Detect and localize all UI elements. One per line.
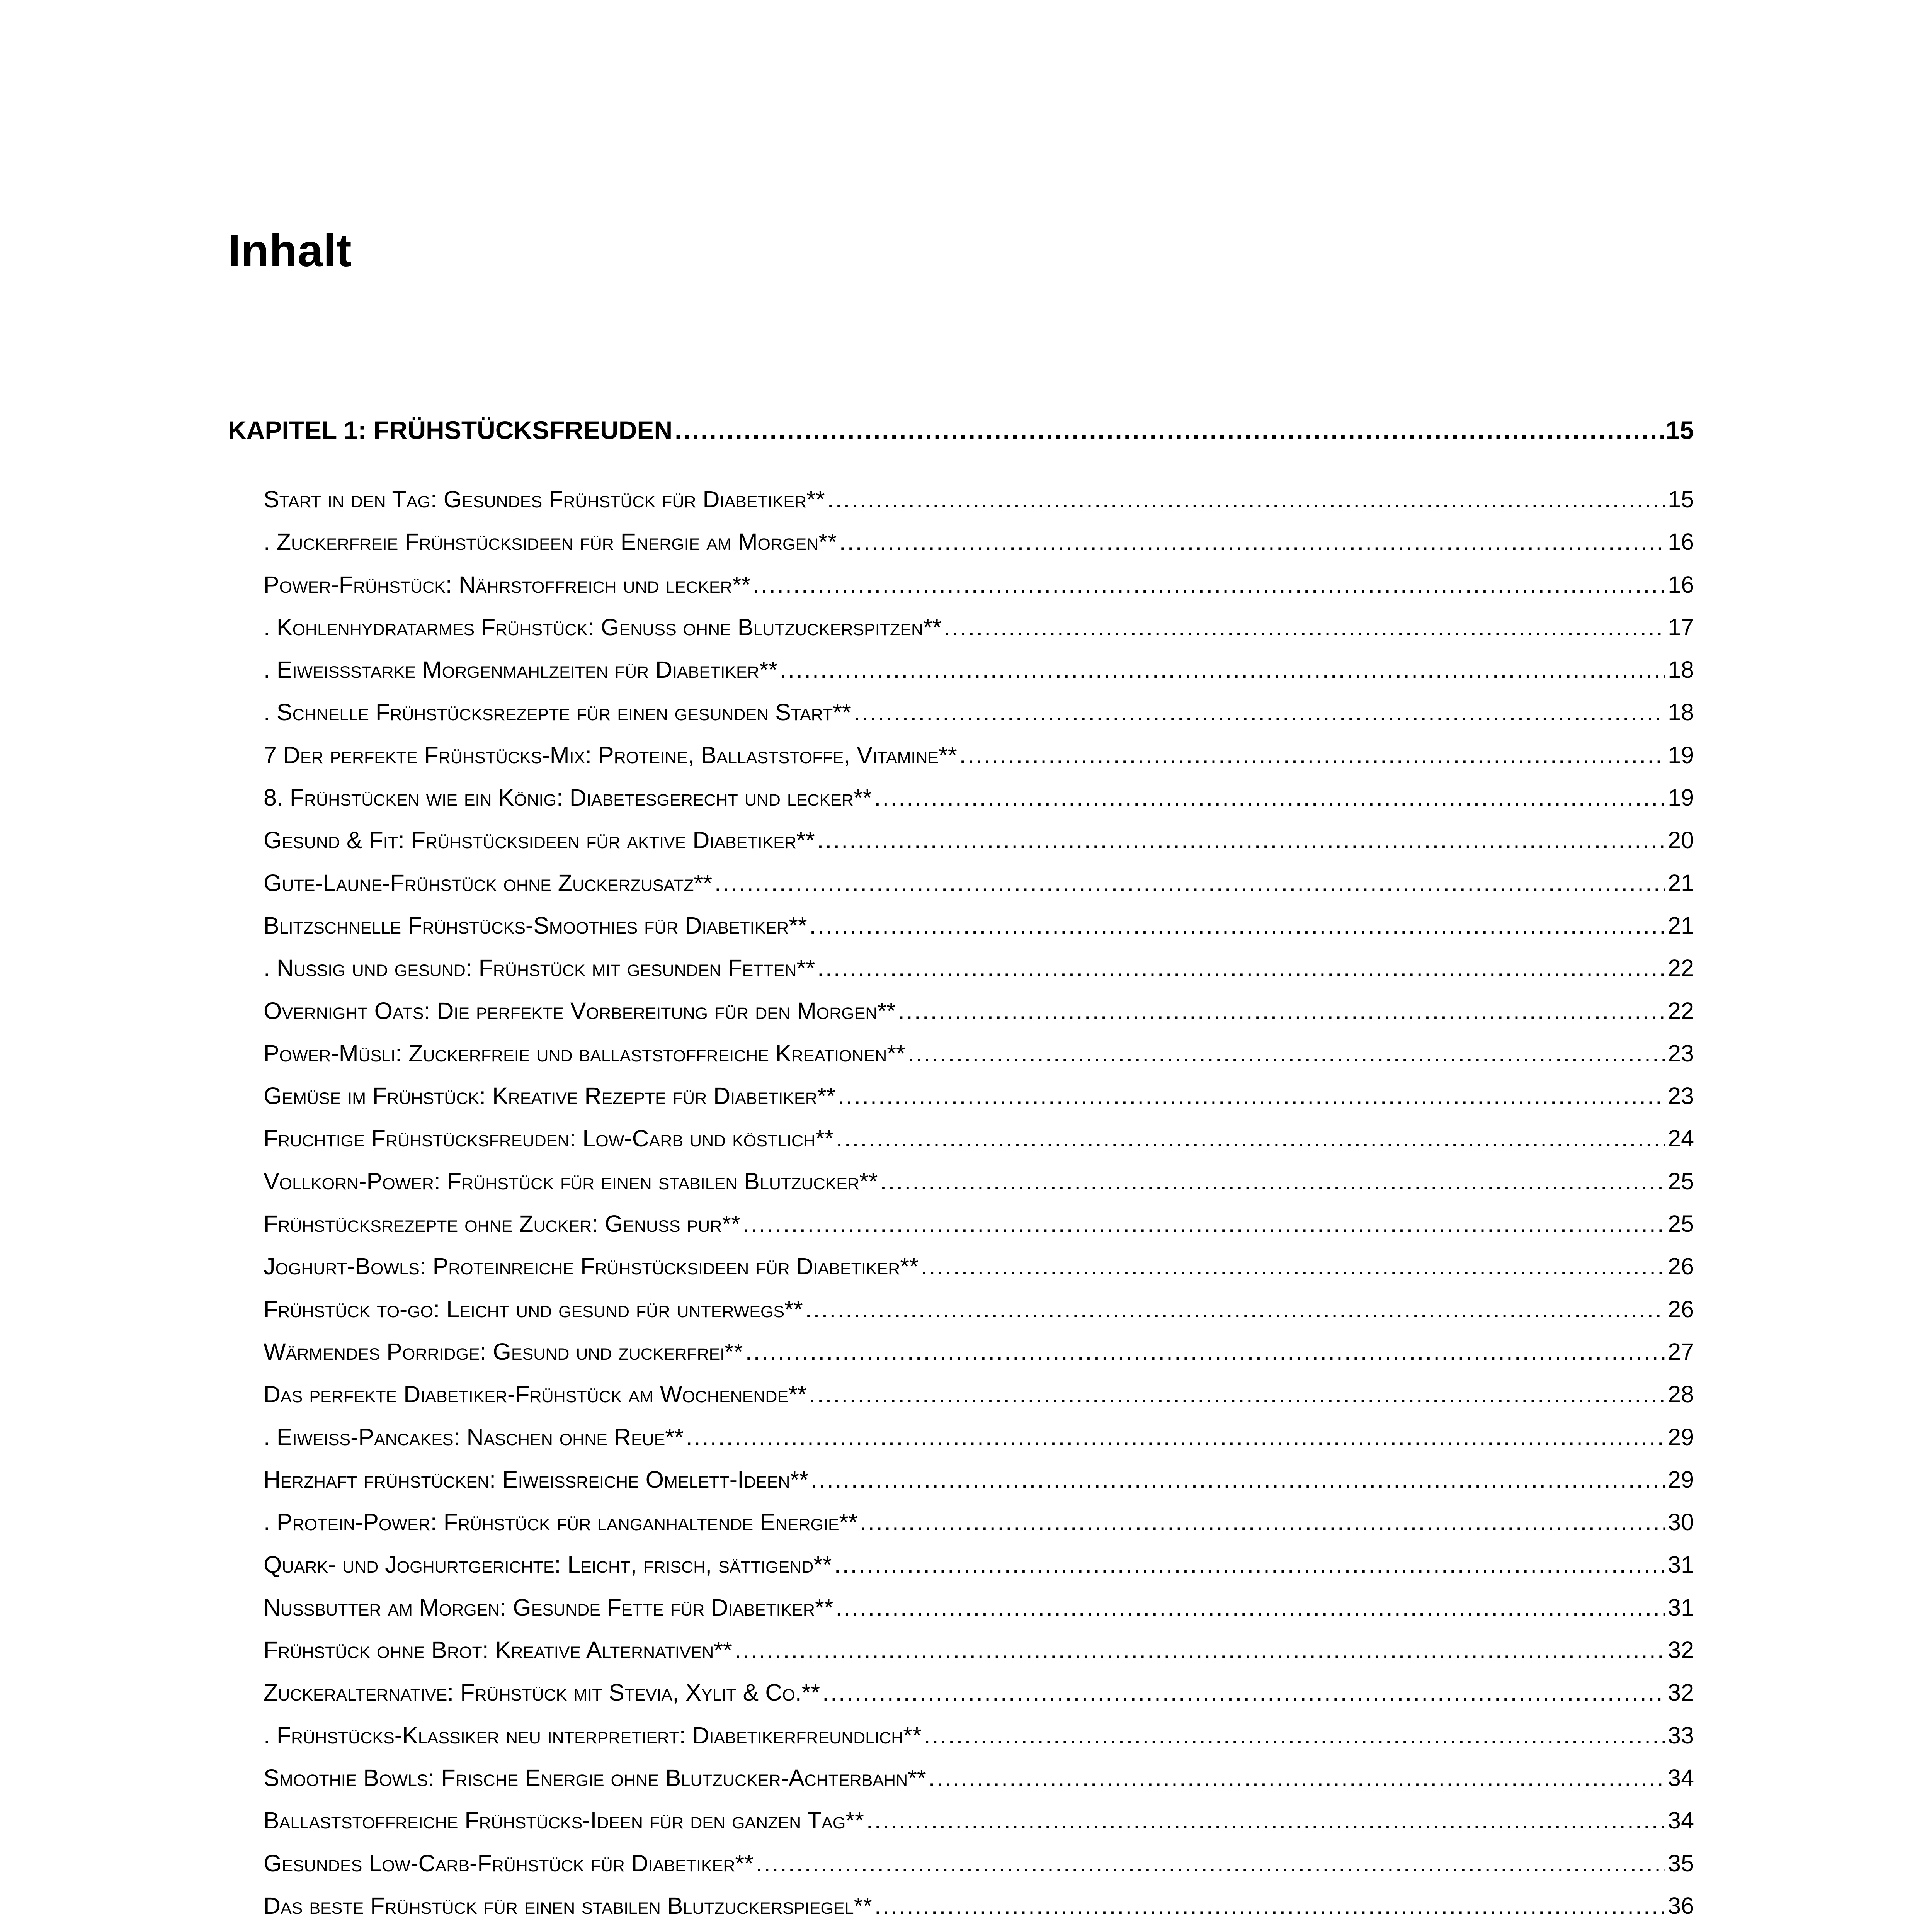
- toc-entry[interactable]: [228, 571, 1694, 614]
- toc-entry-page: 31: [1668, 1551, 1694, 1578]
- toc-entry-page: 19: [1668, 742, 1694, 768]
- toc-leader-dots: [834, 1551, 1665, 1578]
- toc-entry[interactable]: [228, 614, 1694, 656]
- toc-entry-label: Herzhaft frühstücken: Eiweißreiche Omelett-Ideen**: [264, 1466, 808, 1493]
- toc-leader-dots: [805, 1296, 1666, 1323]
- toc-entry-page: 16: [1668, 571, 1694, 598]
- toc-entry-page: 21: [1668, 869, 1694, 896]
- toc-entry-page: 25: [1668, 1211, 1694, 1237]
- toc-entry[interactable]: [228, 954, 1694, 997]
- toc-entry-label: Gemüse im Frühstück: Kreative Rezepte für Diabetiker**: [264, 1083, 836, 1109]
- toc-leader-dots: [898, 997, 1665, 1024]
- toc-entry[interactable]: [228, 1381, 1694, 1423]
- toc-leader-dots: [817, 954, 1665, 981]
- toc-leader-dots: [780, 656, 1665, 683]
- toc-entry[interactable]: [228, 1040, 1694, 1082]
- toc-entry-label: . Eiweißstarke Morgenmahlzeiten für Diabetiker**: [264, 656, 778, 683]
- toc-entry[interactable]: [228, 699, 1694, 741]
- toc-entry-page: 30: [1668, 1509, 1694, 1536]
- toc-entry-label: Gesundes Low-Carb-Frühstück für Diabetiker**: [264, 1850, 754, 1876]
- toc-entry[interactable]: [228, 1551, 1694, 1594]
- toc-leader-dots: [835, 1594, 1665, 1621]
- toc-leader-dots: [836, 1125, 1665, 1152]
- toc-entry-label: 7 Der perfekte Frühstücks-Mix: Proteine, Ballaststoffe, Vitamine**: [264, 742, 957, 768]
- toc-entry-label: Nussbutter am Morgen: Gesunde Fette für Diabetiker**: [264, 1594, 833, 1621]
- toc-leader-dots: [838, 1082, 1665, 1109]
- toc-entry[interactable]: [228, 1296, 1694, 1338]
- toc-entry-label: 8. Frühstücken wie ein König: Diabetesgerecht und lecker**: [264, 784, 872, 811]
- toc-entry[interactable]: [228, 1125, 1694, 1167]
- toc-entry[interactable]: [228, 1082, 1694, 1125]
- toc-chapter-page: 15: [1665, 416, 1694, 444]
- toc-entry-label: Frühstück ohne Brot: Kreative Alternativen**: [264, 1637, 732, 1663]
- toc-entry-label: Power-Müsli: Zuckerfreie und ballaststoffreiche Kreationen**: [264, 1040, 905, 1066]
- toc-entry-page: 18: [1668, 699, 1694, 726]
- toc-leader-dots: [756, 1850, 1665, 1877]
- toc-leader-dots: [753, 571, 1665, 598]
- toc-leader-dots: [822, 1679, 1665, 1706]
- toc-leader-dots: [675, 415, 1663, 445]
- toc-entry-page: 16: [1668, 529, 1694, 555]
- toc-entry[interactable]: [228, 1636, 1694, 1679]
- toc-entry-label: . Protein-Power: Frühstück für langanhaltende Energie**: [264, 1509, 858, 1536]
- toc-leader-dots: [921, 1253, 1665, 1280]
- toc-entry-page: 34: [1668, 1764, 1694, 1791]
- toc-entry-label: Ballaststoffreiche Frühstücks-Ideen für den ganzen Tag**: [264, 1807, 864, 1834]
- toc-entry-page: 36: [1668, 1892, 1694, 1919]
- toc-leader-dots: [854, 699, 1665, 726]
- toc-entry-label: . Frühstücks-Klassiker neu interpretiert: Diabetikerfreundlich**: [264, 1722, 922, 1748]
- toc-leader-dots: [811, 1466, 1665, 1493]
- toc-leader-dots: [714, 869, 1665, 896]
- toc-leader-dots: [686, 1423, 1665, 1451]
- toc-entry[interactable]: [228, 997, 1694, 1040]
- toc-leader-dots: [809, 1381, 1666, 1408]
- toc-entry-label: . Zuckerfreie Frühstücksideen für Energie am Morgen**: [264, 529, 837, 555]
- toc-entry-page: 32: [1668, 1637, 1694, 1663]
- toc-entry[interactable]: [228, 1253, 1694, 1295]
- toc-leader-dots: [929, 1764, 1666, 1791]
- toc-leader-dots: [827, 486, 1665, 513]
- toc-entry-page: 26: [1668, 1296, 1694, 1322]
- table-of-contents: [228, 415, 1694, 1932]
- page-title: Inhalt: [228, 225, 352, 276]
- toc-entry-page: 26: [1668, 1253, 1694, 1280]
- toc-leader-dots: [735, 1636, 1665, 1663]
- toc-leader-dots: [745, 1338, 1665, 1365]
- toc-entry-page: 32: [1668, 1679, 1694, 1706]
- toc-entry-page: 35: [1668, 1850, 1694, 1876]
- toc-entry-label: Frühstücksrezepte ohne Zucker: Genuss pur**: [264, 1211, 740, 1237]
- toc-entry-page: 23: [1668, 1083, 1694, 1109]
- toc-entry-page: 28: [1668, 1381, 1694, 1408]
- toc-entry-page: 29: [1668, 1423, 1694, 1450]
- toc-entry[interactable]: [228, 656, 1694, 699]
- toc-entry-label: Power-Frühstück: Nährstoffreich und lecker**: [264, 571, 751, 598]
- toc-entry-page: 27: [1668, 1338, 1694, 1365]
- toc-entry[interactable]: [228, 742, 1694, 784]
- toc-leader-dots: [817, 827, 1665, 854]
- toc-entry-label: Wärmendes Porridge: Gesund und zuckerfrei**: [264, 1338, 743, 1365]
- toc-entry-label: Das beste Frühstück für einen stabilen Blutzuckerspiegel**: [264, 1892, 872, 1919]
- toc-entry[interactable]: [228, 1466, 1694, 1509]
- toc-leader-dots: [959, 742, 1665, 769]
- toc-leader-dots: [743, 1210, 1665, 1237]
- toc-entry-page: 29: [1668, 1466, 1694, 1493]
- toc-entry[interactable]: [228, 1423, 1694, 1466]
- toc-entry-label: . Nussig und gesund: Frühstück mit gesunden Fetten**: [264, 955, 815, 981]
- toc-entry-label: Quark- und Joghurtgerichte: Leicht, frisch, sättigend**: [264, 1551, 832, 1578]
- toc-entry-label: . Kohlenhydratarmes Frühstück: Genuss ohne Blutzuckerspitzen**: [264, 614, 942, 640]
- toc-entry-page: 18: [1668, 656, 1694, 683]
- toc-entry-label: Overnight Oats: Die perfekte Vorbereitung für den Morgen**: [264, 997, 896, 1024]
- toc-chapter-entry[interactable]: [228, 415, 1694, 462]
- toc-entry[interactable]: [228, 1594, 1694, 1636]
- toc-entry-label: Frühstück to-go: Leicht und gesund für unterwegs**: [264, 1296, 803, 1322]
- toc-leader-dots: [810, 912, 1665, 939]
- toc-leader-dots: [924, 1722, 1665, 1749]
- toc-entry[interactable]: [228, 486, 1694, 528]
- toc-leader-dots: [874, 1892, 1665, 1919]
- toc-entry-label: Vollkorn-Power: Frühstück für einen stabilen Blutzucker**: [264, 1168, 878, 1194]
- toc-leader-dots: [839, 528, 1665, 555]
- toc-entry[interactable]: [228, 1807, 1694, 1849]
- toc-entry[interactable]: [228, 1892, 1694, 1932]
- toc-entry-label: Fruchtige Frühstücksfreuden: Low-Carb und köstlich**: [264, 1125, 834, 1152]
- toc-entry-page: 22: [1668, 997, 1694, 1024]
- toc-leader-dots: [866, 1807, 1665, 1834]
- toc-entry-list: [228, 486, 1694, 1932]
- toc-entry-page: 33: [1668, 1722, 1694, 1748]
- toc-entry[interactable]: [228, 784, 1694, 827]
- toc-entry-label: Das perfekte Diabetiker-Frühstück am Wochenende**: [264, 1381, 807, 1408]
- toc-entry-label: Blitzschnelle Frühstücks-Smoothies für Diabetiker**: [264, 912, 807, 939]
- toc-entry-page: 15: [1668, 486, 1694, 512]
- toc-entry[interactable]: [228, 1679, 1694, 1721]
- toc-entry-label: Gesund & Fit: Frühstücksideen für aktive Diabetiker**: [264, 827, 815, 854]
- toc-entry-page: 31: [1668, 1594, 1694, 1621]
- toc-entry[interactable]: [228, 1338, 1694, 1381]
- toc-entry-page: 17: [1668, 614, 1694, 640]
- toc-leader-dots: [880, 1168, 1666, 1195]
- toc-entry-label: Zuckeralternative: Frühstück mit Stevia, Xylit & Co.**: [264, 1679, 820, 1706]
- toc-entry[interactable]: [228, 1722, 1694, 1764]
- toc-entry[interactable]: [228, 1168, 1694, 1210]
- toc-entry-page: 22: [1668, 955, 1694, 981]
- toc-entry[interactable]: [228, 869, 1694, 912]
- toc-entry[interactable]: [228, 1850, 1694, 1892]
- toc-entry[interactable]: [228, 827, 1694, 869]
- toc-entry[interactable]: [228, 1210, 1694, 1253]
- toc-entry-page: 21: [1668, 912, 1694, 939]
- toc-entry[interactable]: [228, 1509, 1694, 1551]
- toc-entry-label: Joghurt-Bowls: Proteinreiche Frühstücksideen für Diabetiker**: [264, 1253, 919, 1280]
- toc-leader-dots: [944, 614, 1666, 641]
- toc-entry[interactable]: [228, 1764, 1694, 1807]
- toc-entry-page: 24: [1668, 1125, 1694, 1152]
- toc-entry-label: . Schnelle Frühstücksrezepte für einen gesunden Start**: [264, 699, 851, 726]
- toc-entry-page: 23: [1668, 1040, 1694, 1066]
- toc-entry-label: . Eiweiß-Pancakes: Naschen ohne Reue**: [264, 1423, 684, 1450]
- toc-leader-dots: [874, 784, 1665, 811]
- toc-entry[interactable]: [228, 528, 1694, 571]
- toc-entry-label: Start in den Tag: Gesundes Frühstück für Diabetiker**: [264, 486, 825, 512]
- toc-leader-dots: [860, 1509, 1665, 1536]
- toc-entry[interactable]: [228, 912, 1694, 954]
- toc-entry-label: Smoothie Bowls: Frische Energie ohne Blutzucker-Achterbahn**: [264, 1764, 926, 1791]
- toc-entry-label: Gute-Laune-Frühstück ohne Zuckerzusatz**: [264, 869, 713, 896]
- toc-entry-page: 25: [1668, 1168, 1694, 1194]
- toc-entry-page: 19: [1668, 784, 1694, 811]
- toc-chapter-label: KAPITEL 1: FRÜHSTÜCKSFREUDEN: [228, 416, 673, 444]
- toc-entry-page: 20: [1668, 827, 1694, 854]
- toc-leader-dots: [908, 1040, 1665, 1067]
- toc-entry-page: 34: [1668, 1807, 1694, 1834]
